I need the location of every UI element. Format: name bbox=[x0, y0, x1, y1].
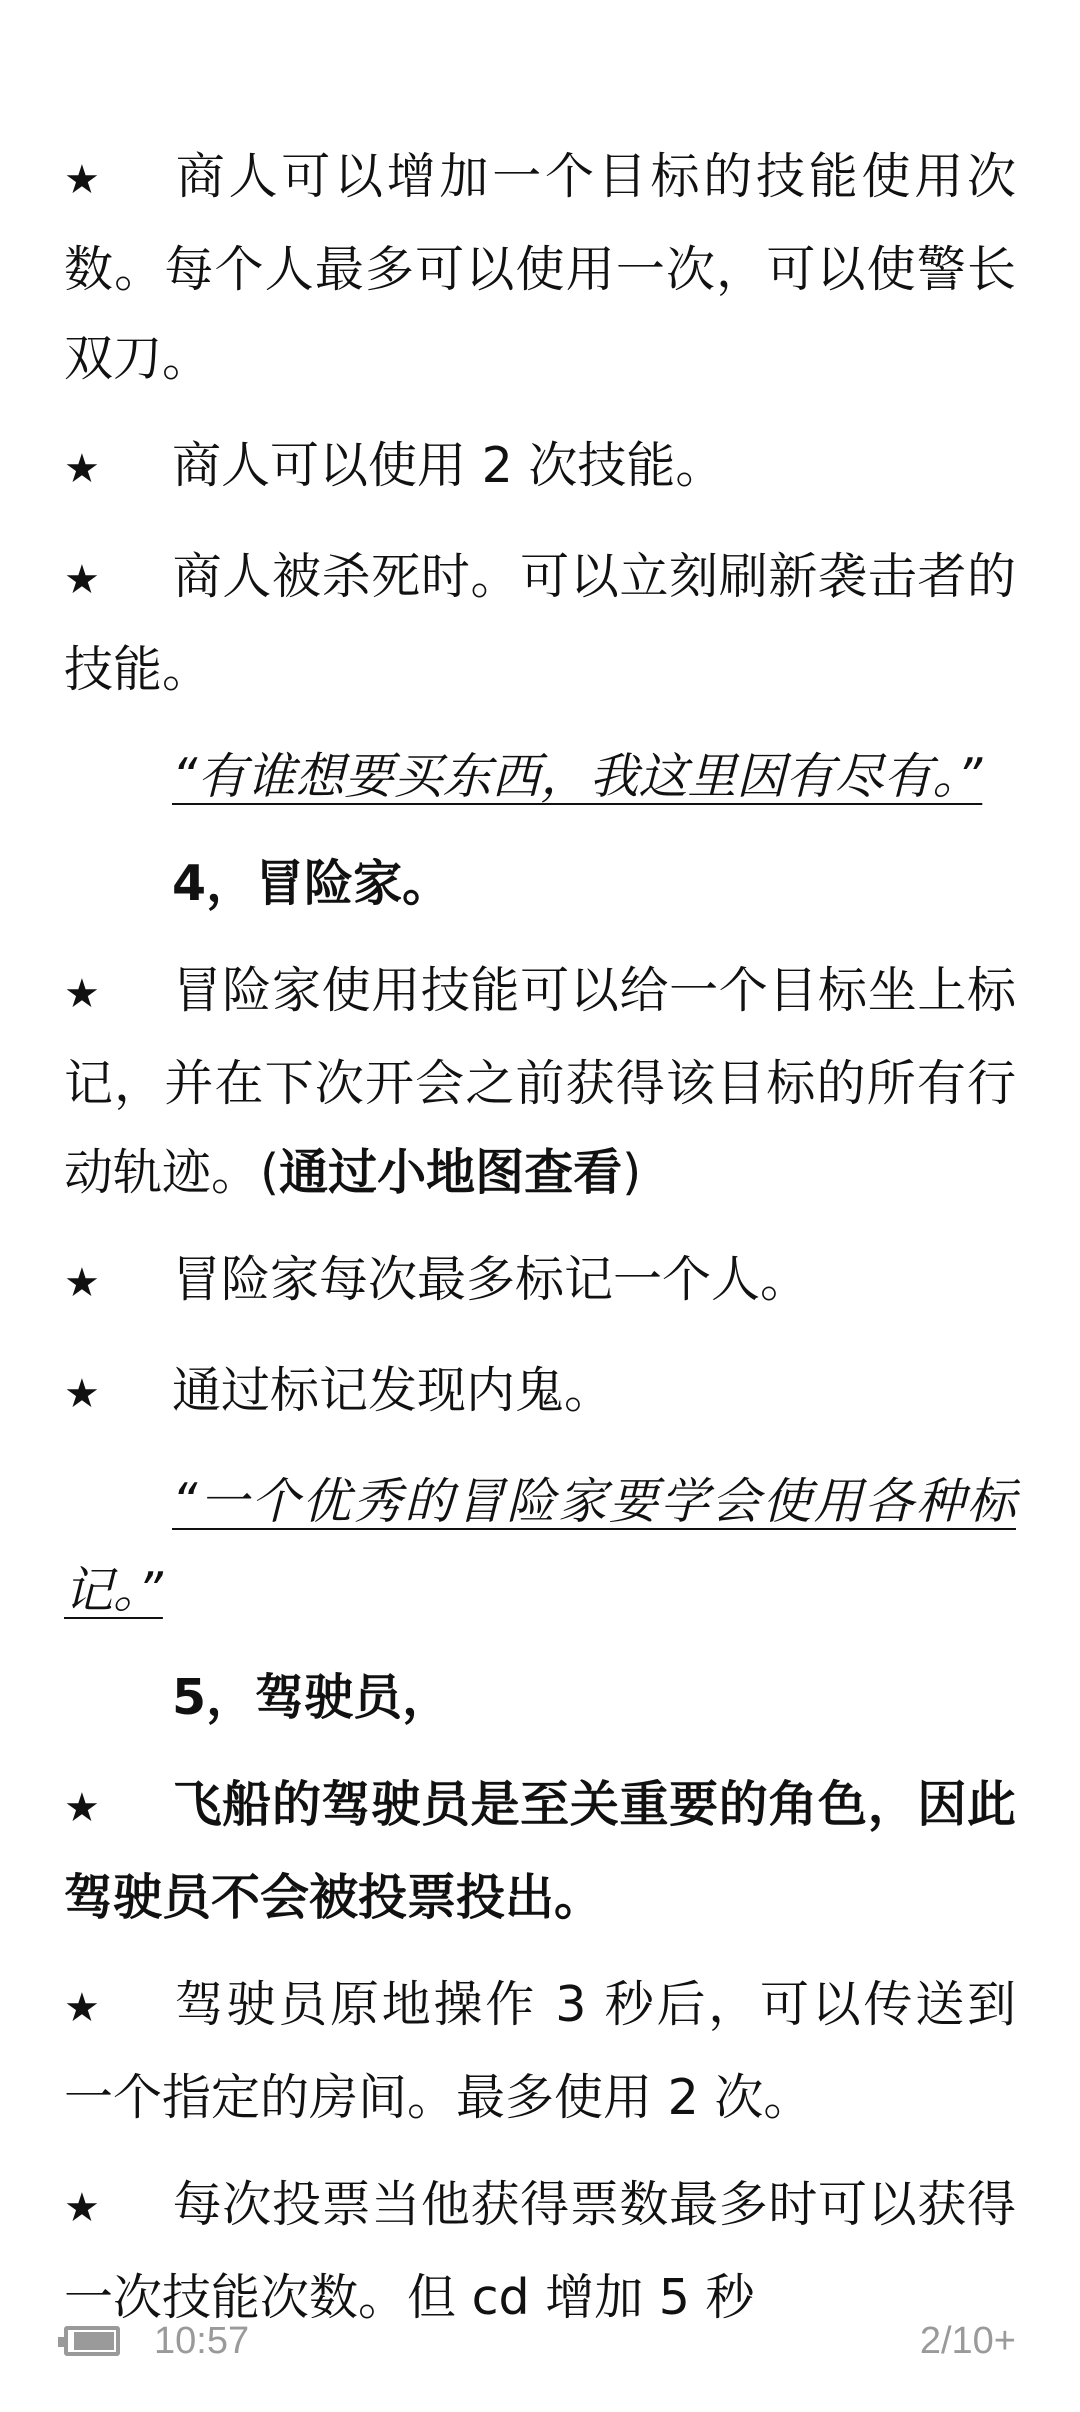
star-icon: ★ bbox=[64, 157, 100, 203]
star-icon: ★ bbox=[64, 1985, 100, 2031]
explorer-quote bbox=[64, 1457, 1016, 1635]
explorer-rule-3 bbox=[64, 1346, 1016, 1439]
rule-text: 通过标记发现内鬼。 bbox=[172, 1362, 614, 1419]
rule-close-paren: ) bbox=[622, 1144, 642, 1201]
explorer-rule-1 bbox=[64, 946, 1016, 1217]
star-icon: ★ bbox=[64, 1785, 100, 1831]
section-heading: 5，驾驶员， bbox=[172, 1669, 452, 1726]
rule-text: 冒险家每次最多标记一个人。 bbox=[172, 1251, 810, 1308]
star-icon: ★ bbox=[64, 2185, 100, 2231]
pilot-rule-2 bbox=[64, 1960, 1016, 2142]
reader-content[interactable] bbox=[64, 132, 1016, 2360]
rule-text: 商人可以使用 2 次技能。 bbox=[172, 437, 725, 494]
star-icon: ★ bbox=[64, 446, 100, 492]
star-icon: ★ bbox=[64, 1260, 100, 1306]
pilot-rule-3 bbox=[64, 2160, 1016, 2342]
merchant-rule-1 bbox=[64, 132, 1016, 403]
clock-time: 10:57 bbox=[154, 2320, 250, 2362]
merchant-quote bbox=[64, 732, 1016, 821]
explorer-rule-2 bbox=[64, 1235, 1016, 1328]
rule-text: 每次投票当他获得票数最多时可以获得一次技能次数。但 cd 增加 5 秒 bbox=[64, 2176, 1016, 2326]
merchant-rule-2 bbox=[64, 421, 1016, 514]
reader-status-bar bbox=[64, 2320, 1016, 2370]
pilot-heading bbox=[64, 1653, 1016, 1742]
star-icon: ★ bbox=[64, 557, 100, 603]
rule-text: 商人可以增加一个目标的技能使用次数。每个人最多可以使用一次，可以使警长双刀。 bbox=[64, 148, 1016, 387]
quote-text: “有谁想要买东西，我这里因有尽有。” bbox=[172, 748, 983, 805]
pilot-rule-1 bbox=[64, 1760, 1016, 1942]
merchant-rule-3 bbox=[64, 532, 1016, 714]
rule-text: 商人被杀死时。可以立刻刷新袭击者的技能。 bbox=[64, 548, 1016, 698]
battery-icon bbox=[64, 2326, 120, 2356]
rule-text: 冒险家使用技能可以给一个目标坐上标记，并在下次开会之前获得该目标的所有行动轨迹。( bbox=[64, 962, 1016, 1201]
rule-text: 飞船的驾驶员是至关重要的角色，因此驾驶员不会被投票投出。 bbox=[64, 1776, 1016, 1926]
battery-level bbox=[74, 2332, 114, 2350]
rule-bold-text: 通过小地图查看 bbox=[279, 1144, 623, 1201]
page-indicator: 2/10+ bbox=[919, 2320, 1016, 2362]
rule-text: 驾驶员原地操作 3 秒后，可以传送到一个指定的房间。最多使用 2 次。 bbox=[64, 1976, 1016, 2126]
star-icon: ★ bbox=[64, 1371, 100, 1417]
star-icon: ★ bbox=[64, 971, 100, 1017]
section-heading: 4，冒险家。 bbox=[172, 855, 452, 912]
quote-text: “一个优秀的冒险家要学会使用各种标记。” bbox=[64, 1473, 1016, 1619]
explorer-heading bbox=[64, 839, 1016, 928]
